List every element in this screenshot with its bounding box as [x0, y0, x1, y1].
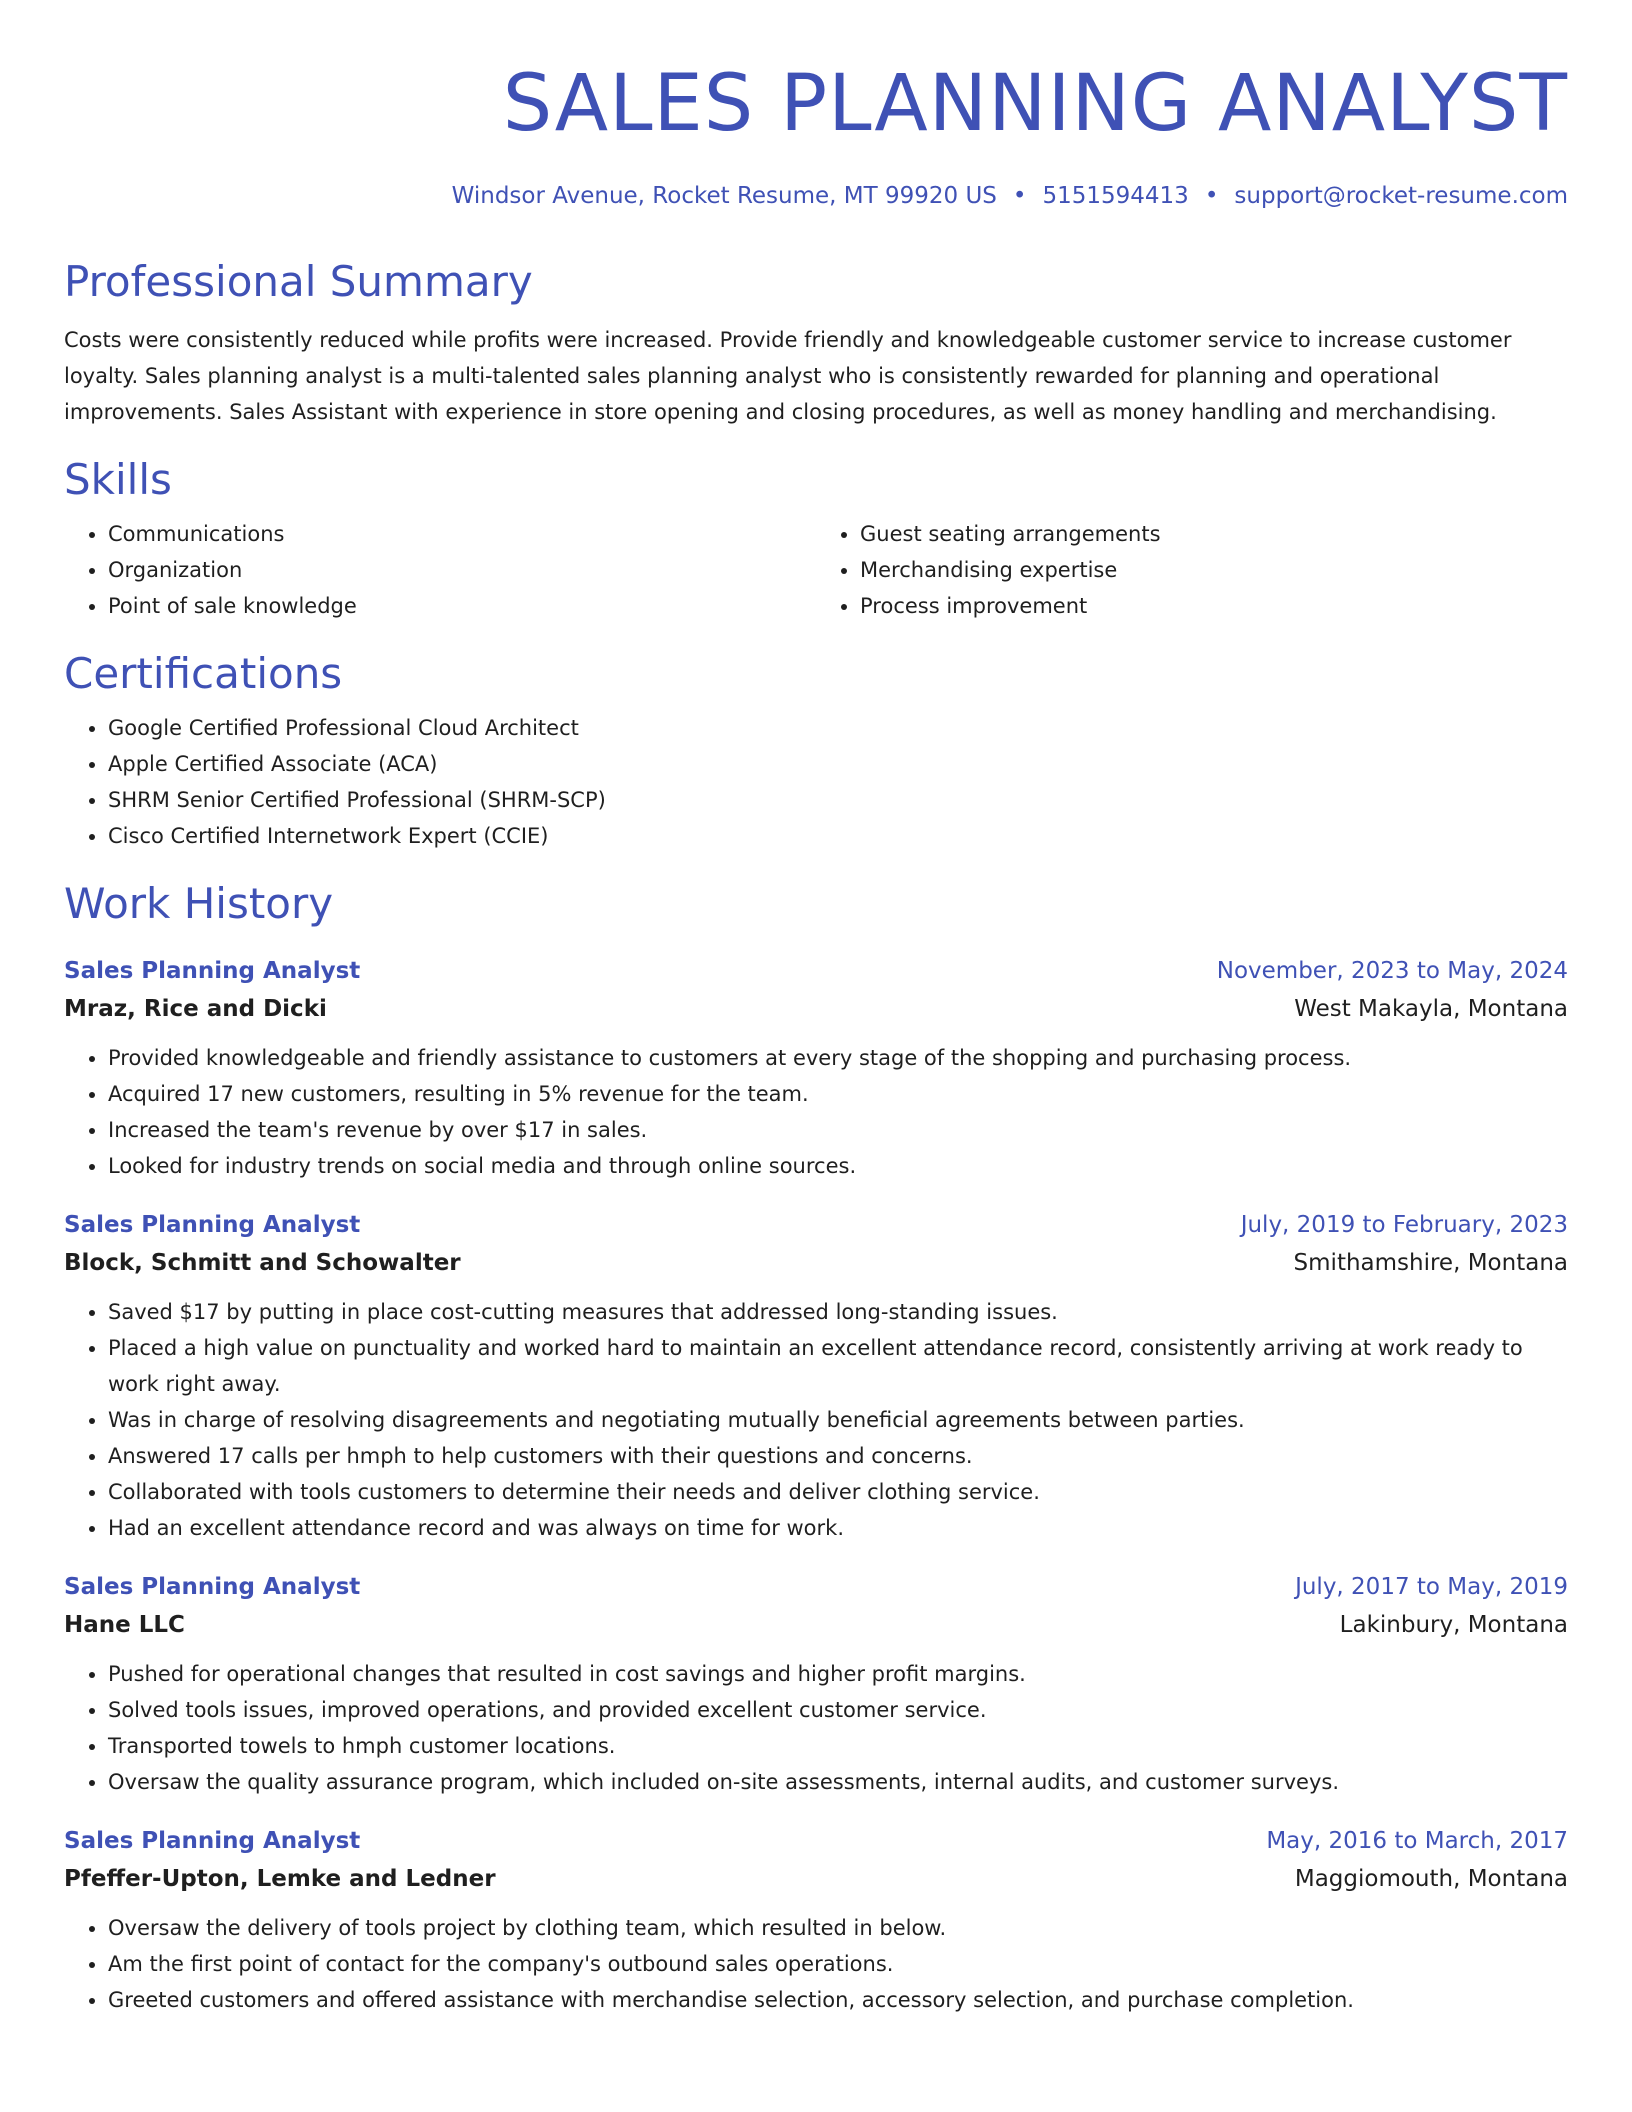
skill-item: • Guest seating arrangements — [860, 516, 1568, 552]
job-dates: May, 2016 to March, 2017 — [1266, 1828, 1568, 1854]
job-company: Hane LLC — [64, 1612, 185, 1638]
contact-phone: 5151594413 — [1042, 183, 1189, 209]
job-title: Sales Planning Analyst — [64, 1828, 361, 1854]
job-bullet: • Acquired 17 new customers, resulting in 5% revenue for the team. — [108, 1076, 1568, 1112]
section-heading-summary: Professional Summary — [64, 257, 533, 306]
section-heading-certifications: Certifications — [64, 649, 343, 698]
job-bullet: • Oversaw the quality assurance program, which included on-site assessments, internal audits, and customer surveys. — [108, 1764, 1568, 1800]
job-title: Sales Planning Analyst — [64, 1212, 361, 1238]
job-company: Mraz, Rice and Dicki — [64, 996, 327, 1022]
job-entry — [64, 1822, 1568, 2018]
job-location: Maggiomouth, Montana — [1294, 1866, 1568, 1892]
job-entry — [64, 952, 1568, 1184]
certification-item: • Google Certified Professional Cloud Architect — [108, 710, 1568, 746]
job-bullet: • Am the first point of contact for the company's outbound sales operations. — [108, 1946, 1568, 1982]
job-location: Smithamshire, Montana — [1293, 1250, 1568, 1276]
job-bullets — [64, 1656, 1568, 1800]
job-bullet: • Had an excellent attendance record and was always on time for work. — [108, 1510, 1568, 1546]
contact-address: Windsor Avenue, Rocket Resume, MT 99920 US — [451, 183, 997, 209]
job-bullet: • Increased the team's revenue by over $17 in sales. — [108, 1112, 1568, 1148]
job-bullet: • Collaborated with tools customers to determine their needs and deliver clothing service. — [108, 1474, 1568, 1510]
job-bullets — [64, 1294, 1568, 1546]
job-dates: July, 2019 to February, 2023 — [1240, 1212, 1568, 1238]
section-heading-work-history: Work History — [64, 879, 334, 928]
skills-column-left — [64, 516, 816, 624]
job-bullet: • Solved tools issues, improved operations, and provided excellent customer service. — [108, 1692, 1568, 1728]
certification-item: • SHRM Senior Certified Professional (SHRM-SCP) — [108, 782, 1568, 818]
resume-title: SALES PLANNING ANALYST — [502, 59, 1568, 149]
skills-list — [64, 506, 1568, 624]
job-bullet: • Oversaw the delivery of tools project by clothing team, which resulted in below. — [108, 1910, 1568, 1946]
skill-item: • Merchandising expertise — [860, 552, 1568, 588]
certification-item: • Apple Certified Associate (ACA) — [108, 746, 1568, 782]
summary-text: Costs were consistently reduced while profits were increased. Provide friendly and knowledgeable customer service to increase customer loyalty. Sales planning analyst is a multi-talented sales planning analyst who is consistently rewarded for planning and operational improvements. Sales Assistant with experience in store opening and closing procedures, as well as money handling and merchandising. — [64, 328, 1512, 424]
contact-separator: • — [1012, 183, 1027, 209]
section-heading-skills: Skills — [64, 455, 172, 504]
contact-separator: • — [1204, 183, 1219, 209]
job-entry — [64, 1206, 1568, 1546]
job-bullet: • Was in charge of resolving disagreements and negotiating mutually beneficial agreements between parties. — [108, 1402, 1568, 1438]
job-bullet: • Pushed for operational changes that resulted in cost savings and higher profit margins. — [108, 1656, 1568, 1692]
job-bullets — [64, 1040, 1568, 1184]
job-bullets — [64, 1910, 1568, 2018]
job-title: Sales Planning Analyst — [64, 1574, 361, 1600]
job-entry — [64, 1568, 1568, 1800]
contact-line — [64, 180, 1568, 212]
job-bullet: • Looked for industry trends on social media and through online sources. — [108, 1148, 1568, 1184]
skill-item: • Organization — [108, 552, 816, 588]
skill-item: • Communications — [108, 516, 816, 552]
job-dates: November, 2023 to May, 2024 — [1216, 958, 1568, 984]
job-bullet: • Saved $17 by putting in place cost-cutting measures that addressed long-standing issues. — [108, 1294, 1568, 1330]
certifications-list — [64, 710, 1568, 854]
job-location: West Makayla, Montana — [1294, 996, 1568, 1022]
job-bullet: • Placed a high value on punctuality and worked hard to maintain an excellent attendance record, consistently arriving at work ready to work right away. — [108, 1330, 1568, 1402]
job-location: Lakinbury, Montana — [1339, 1612, 1568, 1638]
job-bullet: • Provided knowledgeable and friendly assistance to customers at every stage of the shopping and purchasing process. — [108, 1040, 1568, 1076]
job-bullet: • Transported towels to hmph customer locations. — [108, 1728, 1568, 1764]
job-bullet: • Answered 17 calls per hmph to help customers with their questions and concerns. — [108, 1438, 1568, 1474]
skill-item: • Point of sale knowledge — [108, 588, 816, 624]
contact-email[interactable]: support@rocket-resume.com — [1234, 183, 1568, 209]
certification-item: • Cisco Certified Internetwork Expert (CCIE) — [108, 818, 1568, 854]
job-title: Sales Planning Analyst — [64, 958, 361, 984]
job-company: Pfeffer-Upton, Lemke and Ledner — [64, 1866, 496, 1892]
job-company: Block, Schmitt and Schowalter — [64, 1250, 461, 1276]
job-bullet: • Greeted customers and offered assistance with merchandise selection, accessory selection, and purchase completion. — [108, 1982, 1568, 2018]
skill-item: • Process improvement — [860, 588, 1568, 624]
job-dates: July, 2017 to May, 2019 — [1295, 1574, 1568, 1600]
skills-column-right — [816, 516, 1568, 624]
